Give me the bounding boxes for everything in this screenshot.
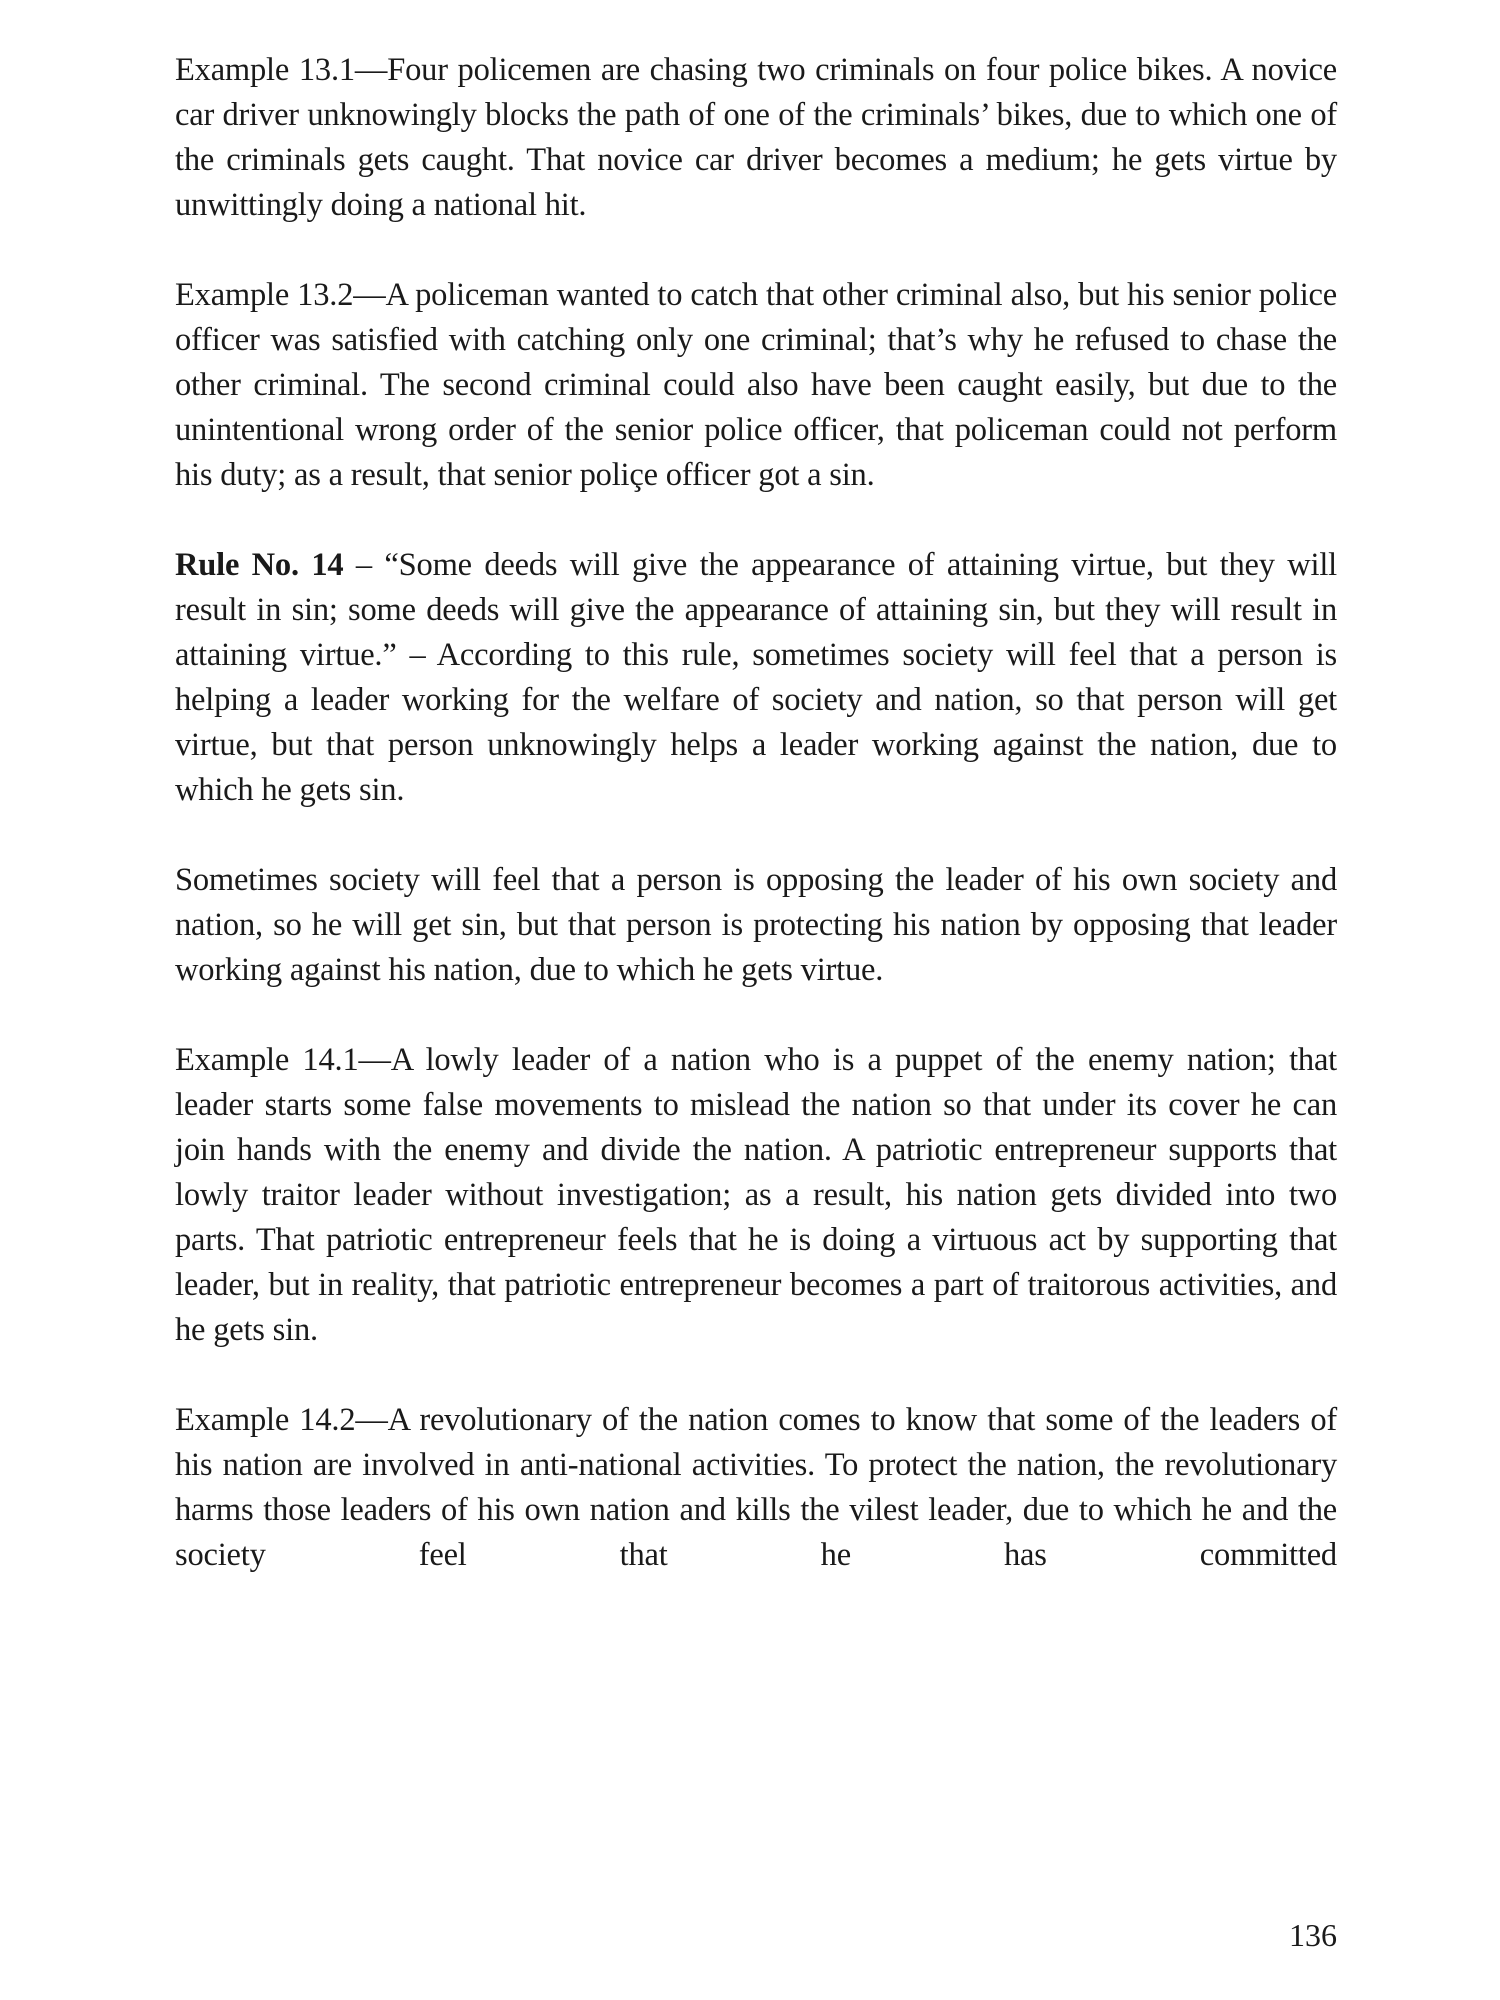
paragraph-example-13-1: Example 13.1—Four policemen are chasing two criminals on four police bikes. A novice car driver unknowingly blocks the path of one of the criminals’ bikes, due to which one of the criminals gets caught. That novice car driver becomes a medium; he gets virtue by unwittingly doing a national hit. [175,52,1337,223]
rule-text: – “Some deeds will give the appearance of attaining virtue, but they will result in sin; some deeds will give the appearance of attaining sin, but they will result in attaining virtue.” – According to this rule, sometimes society will feel that a person is helping a leader working for the welfare of society and nation, so that person will get virtue, but that person unknowingly helps a leader working against the nation, due to which he gets sin. [175,547,1337,808]
page-number: 136 [1289,1917,1337,1953]
paragraph-example-14-2: Example 14.2—A revolutionary of the nation comes to know that some of the leaders of his nation are involved in anti-national activities. To protect the nation, the revolutionary harms those leaders of his own nation and kills the vilest leader, due to which he and the society feel that he has committed [175,1402,1337,1573]
paragraph-example-14-1: Example 14.1—A lowly leader of a nation who is a puppet of the enemy nation; that leader starts some false movements to mislead the nation so that under its cover he can join hands with the enemy and divide the nation. A patriotic entrepreneur supports that lowly traitor leader without investigation; as a result, his nation gets divided into two parts. That patriotic entrepreneur feels that he is doing a virtuous act by supporting that leader, but in reality, that patriotic entrepreneur becomes a part of traitorous activities, and he gets sin. [175,1042,1337,1348]
page-body [175,48,1337,1623]
paragraph-example-13-2: Example 13.2—A policeman wanted to catch that other criminal also, but his senior police officer was satisfied with catching only one criminal; that’s why he refused to chase the other criminal. The second criminal could also have been caught easily, but due to the unintentional wrong order of the senior police officer, that policeman could not perform his duty; as a result, that senior poliçe officer got a sin. [175,277,1337,493]
paragraph-rule-14-continued: Sometimes society will feel that a person is opposing the leader of his own society and nation, so he will get sin, but that person is protecting his nation by opposing that leader working against his nation, due to which he gets virtue. [175,862,1337,988]
paragraph-rule-14 [175,543,1337,813]
rule-heading: Rule No. 14 [175,547,344,583]
